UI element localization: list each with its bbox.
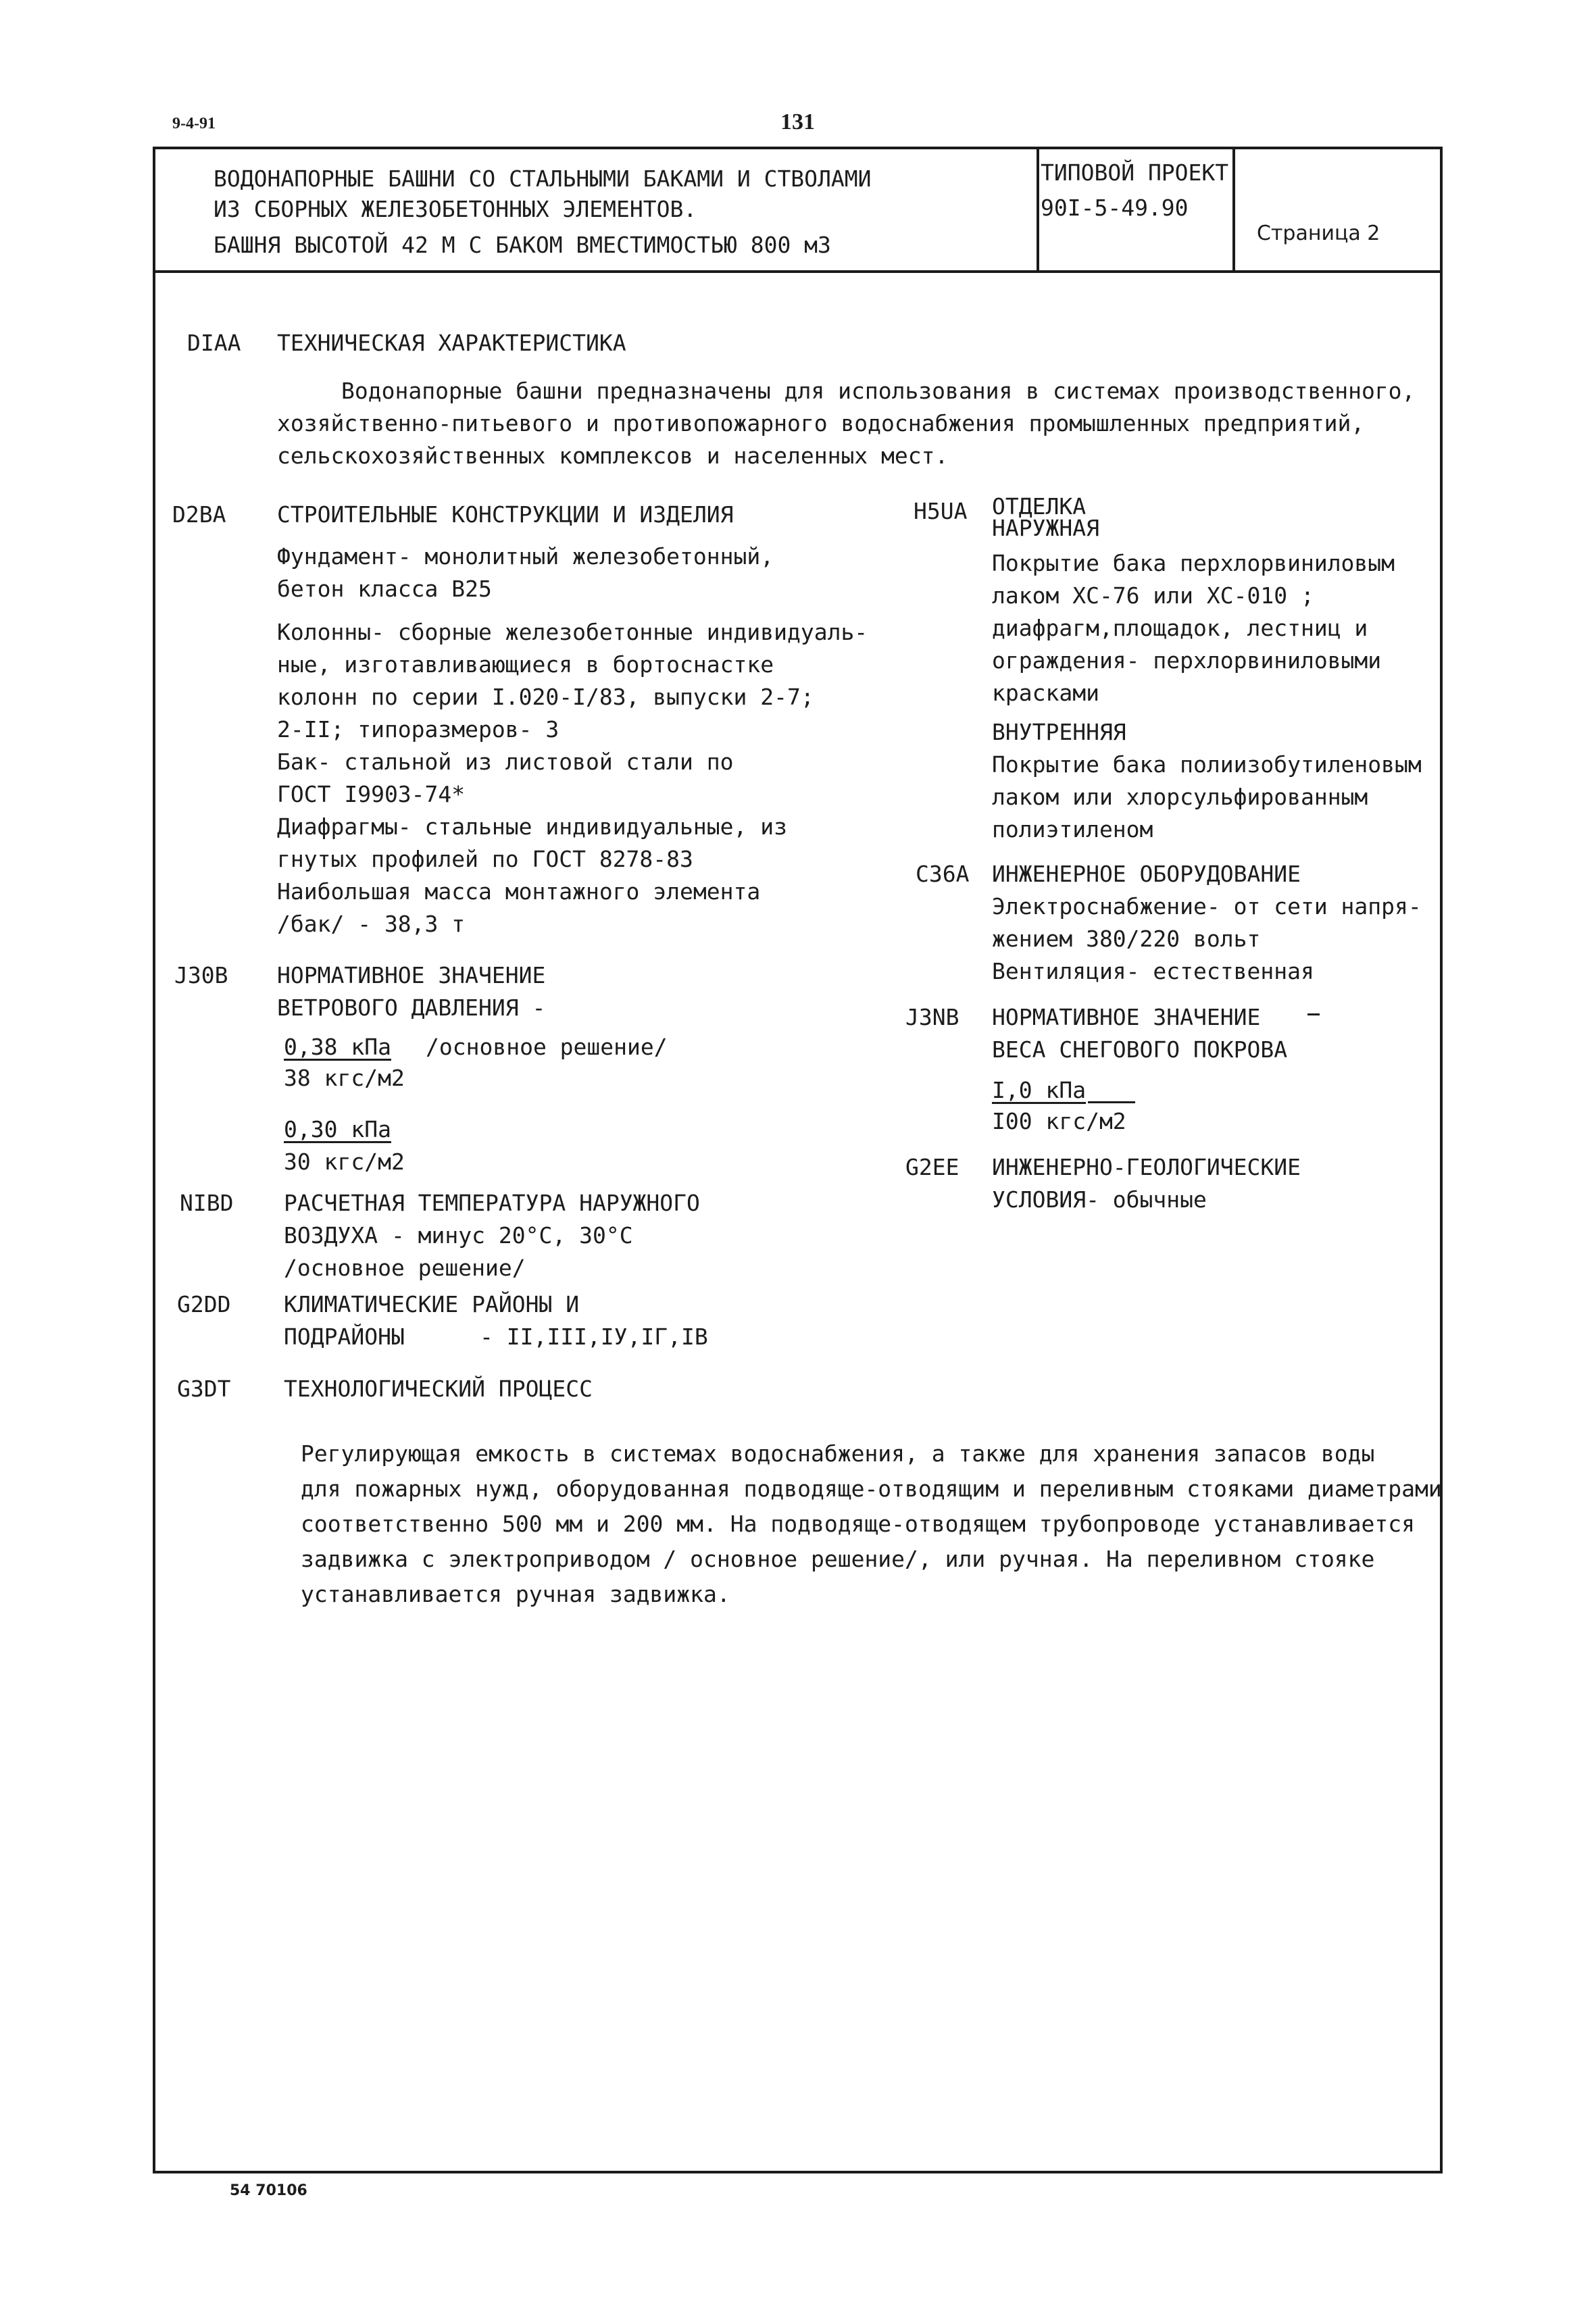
page-number: 131 [780,109,815,134]
page-label: Страница 2 [1257,222,1380,245]
text-line: Колонны- сборные железобетонные индивидуаль- [277,619,868,645]
text-line: Диафрагмы- стальные индивидуальные, из [277,813,787,840]
section-code: J3NB [905,1004,959,1030]
snow-value-kpa: I,0 кПа [992,1077,1087,1103]
text-line: гнутых профилей по ГОСТ 8278-83 [277,846,693,872]
header-title-line: ВОДОНАПОРНЫЕ БАШНИ СО СТАЛЬНЫМИ БАКАМИ И СТВОЛАМИ [214,166,872,192]
text-line: Бак- стальной из листовой стали по [277,749,734,775]
text-line: ограждения- перхлорвиниловыми [992,647,1382,674]
text-line: лаком ХС-76 или ХС-010 ; [992,582,1314,609]
wind-value-kpa: 0,30 кПа [284,1116,391,1142]
section-code: D2BA [172,501,226,528]
section-title: НОРМАТИВНОЕ ЗНАЧЕНИЕ [992,1004,1261,1030]
text-line: Регулирующая емкость в системах водоснабжения, а также для хранения запасов воды [301,1440,1375,1467]
climate-value: - II,III,IУ,IГ,IВ [480,1324,708,1350]
text-line: /основное решение/ [284,1255,526,1281]
text-line: полиэтиленом [992,816,1153,842]
section-title: ОТДЕЛКА [992,493,1087,520]
text-line: сельскохозяйственных комплексов и населенных мест. [277,443,949,469]
section-code: G2DD [177,1291,231,1317]
header-divider [153,270,1443,273]
subsection-title: ВНУТРЕННЯЯ [992,719,1126,745]
text-line: Покрытие бака перхлорвиниловым [992,550,1395,576]
section-title: ПОДРАЙОНЫ [284,1324,405,1350]
text-line: соответственно 500 мм и 200 мм. На подводяще-отводящем трубопроводе устанавливается [301,1511,1416,1537]
text-line: красками [992,680,1099,706]
text-line: Наибольшая масса монтажного элемента [277,878,761,905]
project-label: ТИПОВОЙ ПРОЕКТ [1041,159,1229,186]
doc-code: 9-4-91 [172,115,216,132]
text-line: Вентиляция- естественная [992,958,1314,984]
section-code: NIBD [180,1190,234,1216]
header-title-line: ИЗ СБОРНЫХ ЖЕЛЕЗОБЕТОННЫХ ЭЛЕМЕНТОВ. [214,196,697,222]
wind-value-kgs: 30 кгс/м2 [284,1149,405,1175]
text-line: устанавливается ручная задвижка. [301,1581,730,1607]
section-code: C36A [916,861,970,887]
text-line: Водонапорные башни предназначены для использования в системах производственного, [341,378,1416,404]
project-number: 90I-5-49.90 [1041,195,1189,221]
text-line: Фундамент- монолитный железобетонный, [277,543,774,570]
header-vdivider-2 [1232,147,1235,272]
text-line: для пожарных нужд, оборудованная подводяще-отводящим и переливным стояками диаметрами [301,1476,1442,1502]
text-line: бетон класса В25 [277,576,492,602]
text-line: задвижка с электроприводом / основное решение/, или ручная. На переливном стояке [301,1546,1375,1572]
section-title: НОРМАТИВНОЕ ЗНАЧЕНИЕ [277,962,546,988]
subsection-title: НАРУЖНАЯ [992,515,1099,541]
footer-code: 54 70106 [230,2182,307,2199]
section-title: ИНЖЕНЕРНО-ГЕОЛОГИЧЕСКИЕ [992,1154,1301,1180]
section-title: ВЕСА СНЕГОВОГО ПОКРОВА [992,1036,1288,1063]
wind-value-kpa: 0,38 кПа [284,1034,391,1060]
wind-value-kgs: 38 кгс/м2 [284,1065,405,1091]
text-line: Покрытие бака полиизобутиленовым [992,751,1422,778]
dash-mark [1307,1013,1320,1015]
text-line: ные, изготавливающиеся в бортоснастке [277,651,774,678]
section-title: СТРОИТЕЛЬНЫЕ КОНСТРУКЦИИ И ИЗДЕЛИЯ [277,501,734,528]
section-code: J30B [174,962,228,988]
text-line: диафрагм,площадок, лестниц и [992,615,1368,641]
text-line: лаком или хлорсульфированным [992,784,1368,810]
text-line: Электроснабжение- от сети напря- [992,893,1422,920]
text-line: УСЛОВИЯ- обычные [992,1186,1207,1213]
section-title: КЛИМАТИЧЕСКИЕ РАЙОНЫ И [284,1291,580,1317]
text-line: колонн по серии I.020-I/83, выпуски 2-7; [277,684,814,710]
section-code: H5UA [914,498,968,524]
text-line: ГОСТ I9903-74* [277,781,466,807]
underline-mark [1088,1101,1135,1103]
text-line: хозяйственно-питьевого и противопожарного водоснабжения промышленных предприятий, [277,410,1365,436]
section-title: ТЕХНИЧЕСКАЯ ХАРАКТЕРИСТИКА [277,330,626,356]
section-title: РАСЧЕТНАЯ ТЕМПЕРАТУРА НАРУЖНОГО [284,1190,700,1216]
section-code: DIAA [187,330,241,356]
section-title: ВЕТРОВОГО ДАВЛЕНИЯ - [277,995,546,1021]
header-title-line: БАШНЯ ВЫСОТОЙ 42 М С БАКОМ ВМЕСТИМОСТЬЮ 800 м3 [214,232,831,258]
text-line: ВОЗДУХА - минус 20°С, 30°С [284,1222,633,1249]
section-code: G2EE [905,1154,959,1180]
snow-value-kgs: I00 кгс/м2 [992,1108,1126,1134]
text-line: 2-II; типоразмеров- 3 [277,716,559,743]
section-title: ИНЖЕНЕРНОЕ ОБОРУДОВАНИЕ [992,861,1301,887]
header-vdivider-1 [1037,147,1039,272]
wind-value-note: /основное решение/ [426,1034,668,1060]
text-line: жением 380/220 вольт [992,926,1261,952]
section-title: ТЕХНОЛОГИЧЕСКИЙ ПРОЦЕСС [284,1376,593,1402]
section-code: G3DT [177,1376,231,1402]
text-line: /бак/ - 38,3 т [277,911,466,937]
